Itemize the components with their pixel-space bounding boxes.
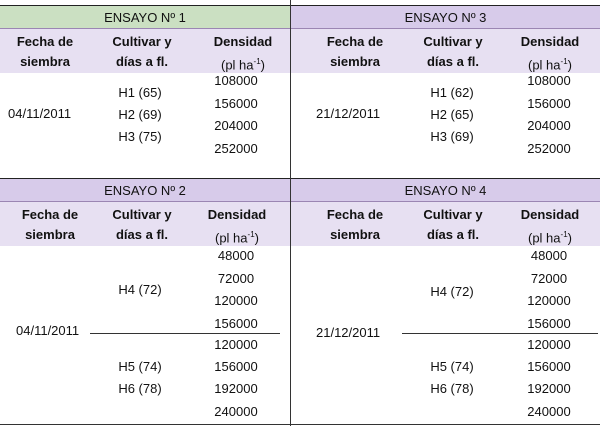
header-fecha-line2: siembra <box>20 54 70 69</box>
bottom-rule <box>0 424 600 425</box>
ensayo-2-densidad-b: 240000 <box>214 404 258 419</box>
ensayo-4-cultivar-b: H6 (78) <box>430 381 474 396</box>
header-fecha <box>0 205 100 245</box>
ensayo-2-panel <box>0 178 290 246</box>
ensayo-2-cultivar-b: H5 (74) <box>118 359 162 374</box>
ensayo-2-fecha: 04/11/2011 <box>16 323 80 338</box>
header-cultivar-line1: Cultivar y <box>112 34 172 49</box>
header-densidad-unit: (pl $ha^{-1}$) <box>221 57 265 73</box>
header-cultivar-line1: Cultivar y <box>423 207 483 222</box>
ensayo-4-densidad-b: 156000 <box>527 359 571 374</box>
header-cultivar-line1: Cultivar y <box>423 34 483 49</box>
ensayo-4-cultivar-a: H4 (72) <box>430 284 474 299</box>
ensayo-2-title: ENSAYO Nº 2 <box>0 178 290 202</box>
ensayo-1-panel <box>0 5 290 73</box>
ensayo-4-header <box>291 202 600 246</box>
header-cultivar-line2: días a fl. <box>115 54 169 69</box>
header-cultivar <box>403 205 503 245</box>
ensayo-4-densidad-b: 120000 <box>527 337 571 352</box>
header-fecha <box>305 205 405 245</box>
ensayo-4-densidad-a: 156000 <box>527 316 571 331</box>
ensayo-4-densidad-a: 72000 <box>530 271 568 286</box>
header-cultivar <box>92 32 192 72</box>
header-densidad-unit: (pl $ha^{-1}$) <box>528 230 572 246</box>
header-densidad <box>503 32 597 75</box>
ensayo-3-densidad: 156000 <box>527 96 571 111</box>
header-densidad-unit: (pl $ha^{-1}$) <box>528 57 572 73</box>
ensayo-3-densidad: 252000 <box>527 141 571 156</box>
ensayo-4-densidad-b: 192000 <box>527 381 571 396</box>
ensayo-3-cultivar: H1 (62) <box>430 85 474 100</box>
header-cultivar-line1: Cultivar y <box>112 207 172 222</box>
ensayo-3-header <box>291 29 600 73</box>
ensayo-3-fecha: 21/12/2011 <box>316 106 381 121</box>
header-fecha-line2: siembra <box>25 227 75 242</box>
ensayo-3-cultivar: H2 (65) <box>430 107 474 122</box>
ensayo-2-densidad-b: 120000 <box>214 337 258 352</box>
ensayo-1-densidad: 156000 <box>214 96 258 111</box>
header-fecha-line1: Fecha de <box>21 207 79 222</box>
ensayo-2-densidad-a: 156000 <box>214 316 258 331</box>
ensayo-3-densidad: 204000 <box>527 118 571 133</box>
ensayo-4-group-divider <box>402 333 598 334</box>
header-fecha-line1: Fecha de <box>16 34 74 49</box>
header-cultivar <box>403 32 503 72</box>
header-densidad-line1: Densidad <box>213 34 273 49</box>
header-fecha-line2: siembra <box>330 227 380 242</box>
header-cultivar-line2: días a fl. <box>426 54 480 69</box>
header-densidad-line1: Densidad <box>207 207 267 222</box>
ensayo-1-densidad: 108000 <box>214 73 258 88</box>
ensayo-4-title: ENSAYO Nº 4 <box>291 178 600 202</box>
ensayo-2-header <box>0 202 290 246</box>
ensayo-2-densidad-b: 192000 <box>214 381 258 396</box>
header-fecha <box>305 32 405 72</box>
ensayo-3-panel <box>291 5 600 73</box>
ensayo-1-densidad: 252000 <box>214 141 258 156</box>
ensayo-1-cultivar: H1 (65) <box>118 85 162 100</box>
header-densidad <box>503 205 597 248</box>
ensayo-4-densidad-a: 48000 <box>530 248 568 263</box>
header-densidad-unit: (pl $ha^{-1}$) <box>215 230 259 246</box>
header-cultivar <box>92 205 192 245</box>
header-fecha-line1: Fecha de <box>326 34 384 49</box>
ensayo-4-panel <box>291 178 600 246</box>
header-fecha <box>0 32 90 72</box>
header-densidad-line1: Densidad <box>520 207 580 222</box>
ensayo-2-group-divider <box>90 333 280 334</box>
header-fecha-line2: siembra <box>330 54 380 69</box>
ensayo-1-cultivar: H2 (69) <box>118 107 162 122</box>
ensayo-2-densidad-a: 48000 <box>217 248 255 263</box>
header-densidad-line1: Densidad <box>520 34 580 49</box>
ensayo-2-densidad-b: 156000 <box>214 359 258 374</box>
ensayo-2-cultivar-b: H6 (78) <box>118 381 162 396</box>
ensayo-2-densidad-a: 72000 <box>217 271 255 286</box>
ensayo-3-title: ENSAYO Nº 3 <box>291 5 600 29</box>
header-cultivar-line2: días a fl. <box>115 227 169 242</box>
ensayo-1-title: ENSAYO Nº 1 <box>0 5 290 29</box>
ensayo-4-fecha: 21/12/2011 <box>316 325 381 340</box>
ensayo-2-densidad-a: 120000 <box>214 293 258 308</box>
ensayo-3-cultivar: H3 (69) <box>430 129 474 144</box>
ensayo-1-header <box>0 29 290 73</box>
ensayo-4-cultivar-b: H5 (74) <box>430 359 474 374</box>
ensayo-1-cultivar: H3 (75) <box>118 129 162 144</box>
ensayo-4-densidad-b: 240000 <box>527 404 571 419</box>
header-cultivar-line2: días a fl. <box>426 227 480 242</box>
ensayo-4-densidad-a: 120000 <box>527 293 571 308</box>
header-densidad <box>190 205 284 248</box>
ensayo-3-densidad: 108000 <box>527 73 571 88</box>
ensayo-1-fecha: 04/11/2011 <box>8 106 72 121</box>
header-fecha-line1: Fecha de <box>326 207 384 222</box>
ensayo-1-densidad: 204000 <box>214 118 258 133</box>
header-densidad <box>196 32 290 75</box>
ensayo-2-cultivar-a: H4 (72) <box>118 282 162 297</box>
